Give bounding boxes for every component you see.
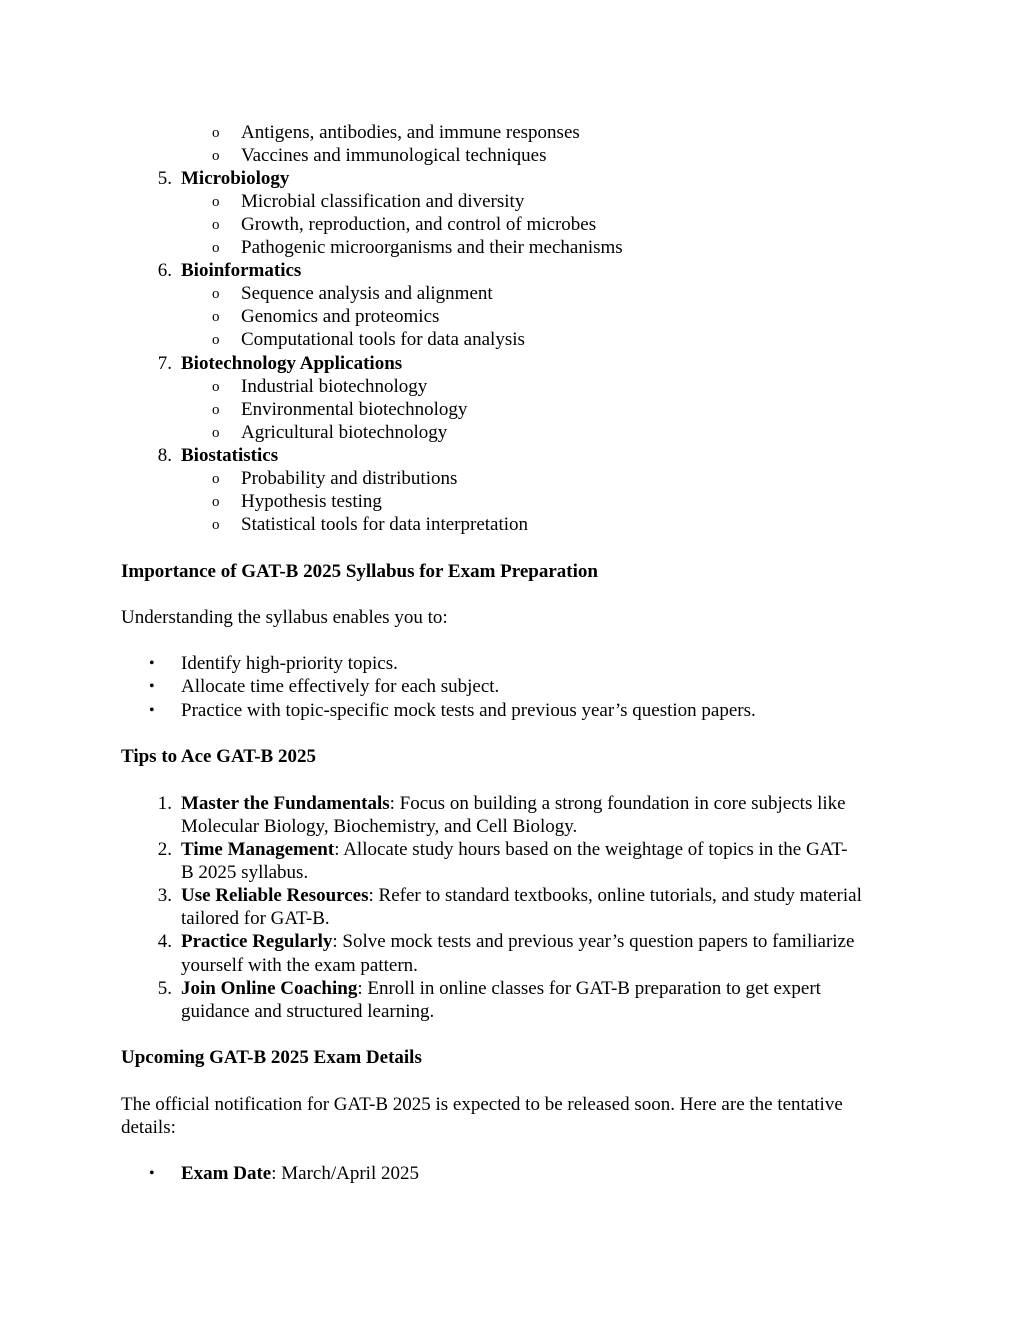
- sub-bullet-marker: o: [212, 194, 220, 210]
- section-heading: Importance of GAT-B 2025 Syllabus for Exam Preparation: [121, 561, 598, 582]
- sub-bullet-marker: o: [212, 332, 220, 348]
- list-item: Practice with topic-specific mock tests and previous year’s question papers.: [181, 700, 756, 721]
- sub-list-item: Agricultural biotechnology: [241, 422, 448, 443]
- detail-item: [181, 1162, 419, 1185]
- tip-text: : Enroll in online classes for GAT-B preparation to get expert: [357, 978, 821, 999]
- sub-bullet-marker: o: [212, 217, 220, 233]
- section-number: 5.: [157, 168, 172, 189]
- tip-number: 1.: [157, 793, 172, 814]
- sub-bullet-marker: o: [212, 425, 220, 441]
- tip-text-continued: Molecular Biology, Biochemistry, and Cell Biology.: [181, 816, 578, 837]
- tip-item: [181, 977, 821, 1000]
- tip-title: Master the Fundamentals: [181, 793, 390, 814]
- paragraph-continued: details:: [121, 1117, 176, 1138]
- tip-item: [181, 838, 847, 861]
- tip-text: : Solve mock tests and previous year’s question papers to familiarize: [332, 931, 855, 952]
- section-heading: Tips to Ace GAT-B 2025: [121, 746, 316, 767]
- tip-text-continued: guidance and structured learning.: [181, 1001, 435, 1022]
- detail-label: Exam Date: [181, 1163, 272, 1184]
- detail-value: : March/April 2025: [271, 1163, 419, 1184]
- list-item: Allocate time effectively for each subject.: [181, 676, 500, 697]
- tip-item: [181, 930, 854, 953]
- tip-text-continued: yourself with the exam pattern.: [181, 955, 418, 976]
- tip-text: : Allocate study hours based on the weightage of topics in the GAT-: [334, 839, 848, 860]
- sub-list-item: Genomics and proteomics: [241, 306, 440, 327]
- sub-list-item: Vaccines and immunological techniques: [241, 145, 547, 166]
- tip-text: : Focus on building a strong foundation in core subjects like: [389, 793, 846, 814]
- tip-number: 4.: [157, 931, 172, 952]
- sub-bullet-marker: o: [212, 517, 220, 533]
- list-item: Identify high-priority topics.: [181, 653, 398, 674]
- bullet-marker: •: [149, 678, 155, 695]
- tip-item: [181, 884, 862, 907]
- sub-list-item: Sequence analysis and alignment: [241, 283, 493, 304]
- sub-bullet-marker: o: [212, 402, 220, 418]
- sub-list-item: Environmental biotechnology: [241, 399, 468, 420]
- sub-bullet-marker: o: [212, 471, 220, 487]
- sub-list-item: Statistical tools for data interpretation: [241, 514, 529, 535]
- tip-title: Use Reliable Resources: [181, 885, 369, 906]
- sub-list-item: Computational tools for data analysis: [241, 329, 525, 350]
- sub-list-item: Antigens, antibodies, and immune responses: [241, 122, 580, 143]
- bullet-marker: •: [149, 655, 155, 672]
- sub-list-item: Microbial classification and diversity: [241, 191, 525, 212]
- bullet-marker: •: [149, 1165, 155, 1182]
- section-number: 7.: [157, 353, 172, 374]
- tip-text-continued: tailored for GAT-B.: [181, 908, 330, 929]
- sub-bullet-marker: o: [212, 309, 220, 325]
- sub-bullet-marker: o: [212, 379, 220, 395]
- section-title: Biostatistics: [181, 445, 279, 466]
- paragraph: The official notification for GAT-B 2025 is expected to be released soon. Here are the tentative: [121, 1094, 843, 1115]
- sub-list-item: Industrial biotechnology: [241, 376, 428, 397]
- sub-bullet-marker: o: [212, 148, 220, 164]
- sub-bullet-marker: o: [212, 125, 220, 141]
- bullet-marker: •: [149, 702, 155, 719]
- sub-list-item: Hypothesis testing: [241, 491, 382, 512]
- sub-list-item: Pathogenic microorganisms and their mechanisms: [241, 237, 623, 258]
- section-title: Bioinformatics: [181, 260, 302, 281]
- sub-bullet-marker: o: [212, 240, 220, 256]
- tip-text: : Refer to standard textbooks, online tutorials, and study material: [368, 885, 862, 906]
- tip-number: 5.: [157, 978, 172, 999]
- tip-number: 3.: [157, 885, 172, 906]
- section-number: 8.: [157, 445, 172, 466]
- tip-item: [181, 792, 846, 815]
- tip-title: Time Management: [181, 839, 335, 860]
- sub-list-item: Probability and distributions: [241, 468, 458, 489]
- sub-list-item: Growth, reproduction, and control of microbes: [241, 214, 597, 235]
- tip-text-continued: B 2025 syllabus.: [181, 862, 309, 883]
- section-title: Biotechnology Applications: [181, 353, 403, 374]
- tip-number: 2.: [157, 839, 172, 860]
- section-heading: Upcoming GAT-B 2025 Exam Details: [121, 1047, 422, 1068]
- tip-title: Practice Regularly: [181, 931, 333, 952]
- section-title: Microbiology: [181, 168, 290, 189]
- tip-title: Join Online Coaching: [181, 978, 358, 999]
- sub-bullet-marker: o: [212, 494, 220, 510]
- sub-bullet-marker: o: [212, 286, 220, 302]
- paragraph: Understanding the syllabus enables you to:: [121, 607, 448, 628]
- section-number: 6.: [157, 260, 172, 281]
